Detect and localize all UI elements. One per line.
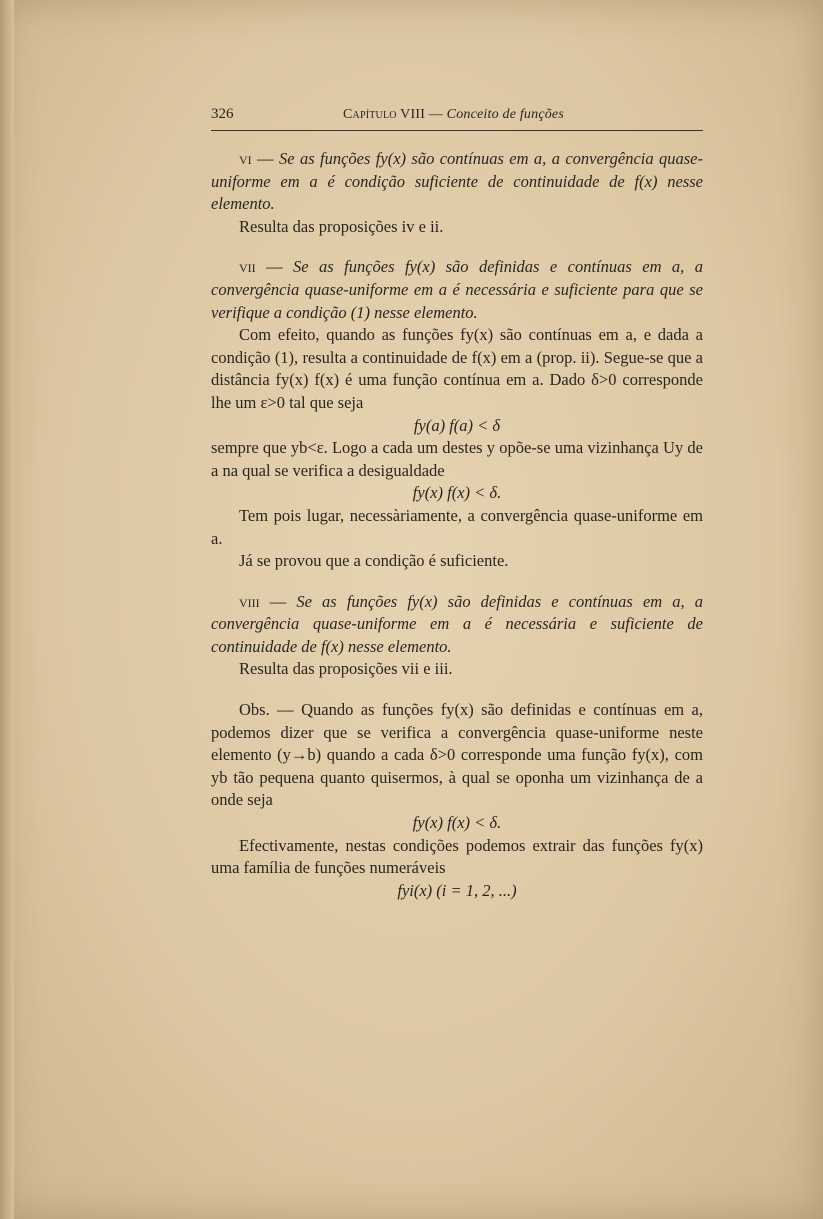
prop-viii-label: viii — bbox=[239, 591, 287, 611]
page-number: 326 bbox=[211, 106, 234, 122]
effect-paragraph: Efectivamente, nestas condições podemos extrair das funções fy(x) uma família de funções numeráveis bbox=[211, 835, 703, 878]
prop-vii-statement: Se as funções fy(x) são definidas e contínuas em a, a convergência quase-uniforme em a é necessária e suficiente para que se verifique a condição (1) nesse elemento. bbox=[211, 257, 703, 322]
formula-4: fyi(x) (i = 1, 2, ...) bbox=[397, 880, 517, 900]
formula-1: fy(a) f(a) < δ bbox=[413, 415, 501, 435]
prop-vii bbox=[211, 256, 703, 324]
prop-vi-result: Resulta das proposições iv e ii. bbox=[239, 216, 444, 236]
prop-vii-sufficiency: Já se provou que a condição é suficiente. bbox=[239, 551, 509, 571]
body-text bbox=[211, 148, 703, 902]
prop-vi bbox=[211, 148, 703, 216]
observation: Obs. — Quando as funções fy(x) são definidas e contínuas em a, podemos dizer que se verifica a convergência quase-uniforme neste elemento (y→b) quando a cada δ>0 corresponde uma função fy(x), com yb tão pequena quanto quisermos, à qual se oponha um vizinhança de a onde seja bbox=[211, 700, 703, 810]
prop-vii-proof-continued: sempre que yb<ε. Logo a cada um destes y opõe-se uma vizinhança Uy de a na qual se verifica a desigualdade bbox=[211, 438, 703, 480]
chapter-label: Capítulo VIII — bbox=[343, 107, 443, 122]
prop-viii bbox=[211, 591, 703, 659]
running-header bbox=[211, 104, 703, 131]
prop-viii-statement: Se as funções fy(x) são definidas e contínuas em a, a convergência quase-uniforme em a é necessária e suficiente de continuidade de f(x) nesse elemento. bbox=[211, 591, 704, 656]
prop-vi-label: vi — bbox=[239, 149, 274, 168]
page-edge bbox=[0, 0, 14, 1219]
prop-vii-proof: Com efeito, quando as funções fy(x) são contínuas em a, e dada a condição (1), resulta a continuidade de f(x) em a (prop. ii). Segue-se que a distância fy(x) f(x) é uma função contínua em a. Dado δ>0 corresponde lhe um ε>0 tal que seja bbox=[211, 325, 703, 412]
prop-vii-conclusion: Tem pois lugar, necessàriamente, a convergência quase-uniforme em a. bbox=[211, 505, 703, 548]
formula-3: fy(x) f(x) < δ. bbox=[412, 813, 502, 833]
chapter-title: Conceito de funções bbox=[446, 107, 564, 122]
prop-vii-label: vii — bbox=[239, 257, 283, 277]
running-title bbox=[343, 107, 564, 123]
prop-viii-result: Resulta das proposições vii e iii. bbox=[239, 659, 453, 679]
formula-2: fy(x) f(x) < δ. bbox=[412, 483, 502, 503]
prop-vi-statement: Se as funções fy(x) são contínuas em a, a convergência quase-uniforme em a é condição suficiente de continuidade de f(x) nesse elemento. bbox=[211, 149, 703, 214]
